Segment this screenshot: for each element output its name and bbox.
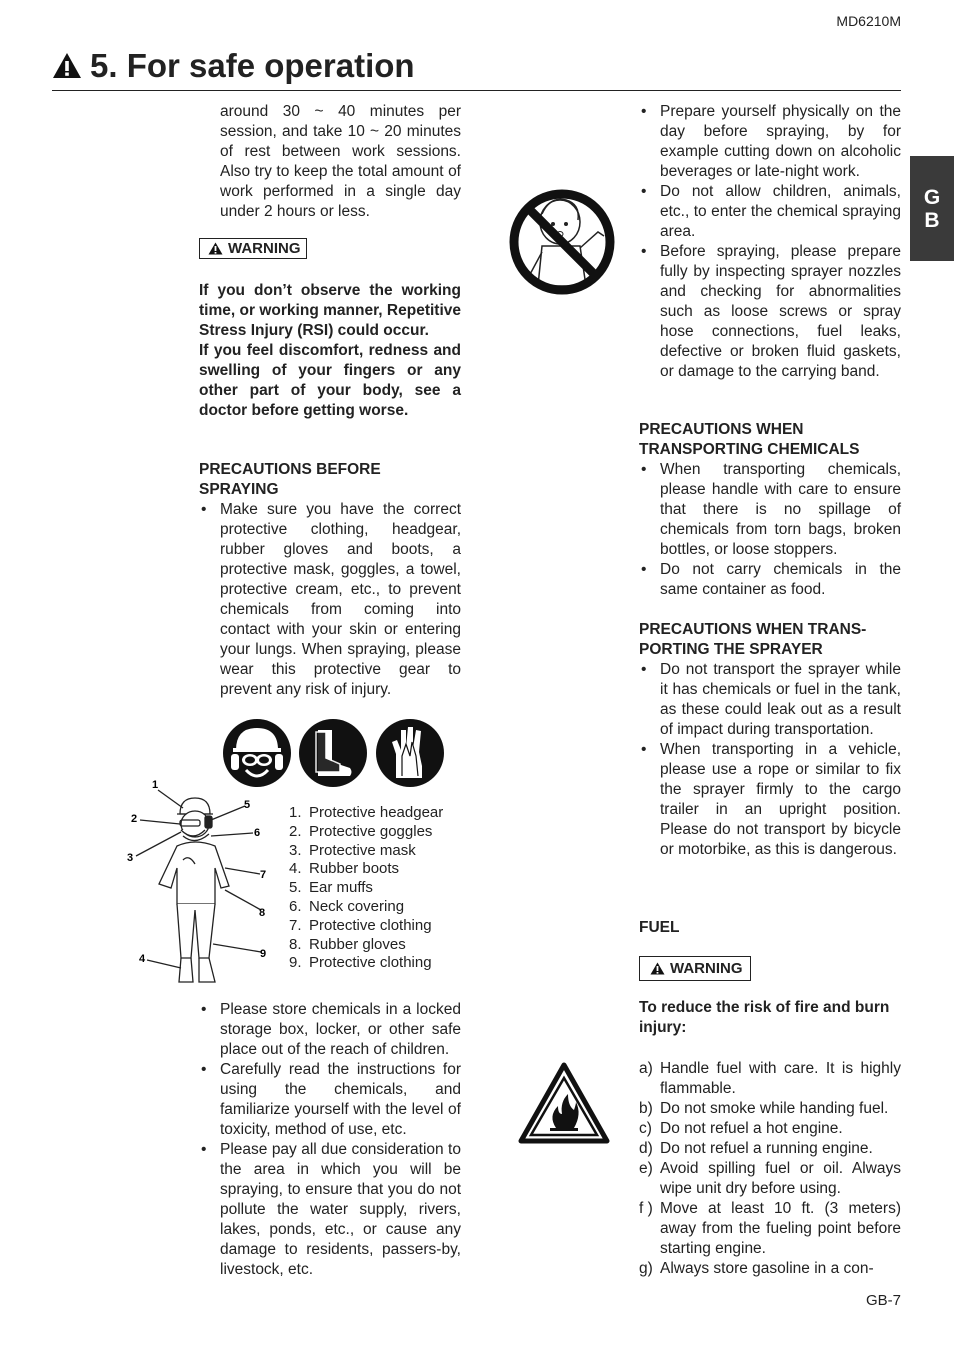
section-heading-line2: SPRAYING	[199, 481, 279, 498]
model-code: MD6210M	[836, 13, 901, 29]
fuel-precautions-list	[639, 1059, 901, 1279]
section-heading-line1: PRECAUTIONS BEFORE	[199, 461, 381, 478]
list-item: d) Do not refuel a running engine.	[639, 1140, 873, 1157]
callout-7: 7	[260, 869, 267, 881]
list-item: b) Do not smoke while handing fuel.	[639, 1100, 889, 1117]
callout-6: 6	[254, 827, 261, 839]
list-item: 9. Protective clothing	[289, 954, 432, 972]
protective-gear-figure	[125, 776, 275, 988]
list-item: • Do not transport the sprayer while it has chemicals or fuel in the tank, as these could leak out as a result of impact during transportation.	[639, 660, 901, 740]
list-item: g) Always store gasoline in a con-	[639, 1260, 874, 1277]
section-transporting-chemicals	[639, 420, 901, 600]
list-item: • When transporting in a vehicle, please use a rope or similar to fix the sprayer firmly to the cargo trailer in an upright position. Please do not transport by bicycle or motorbike, as this is dangerous.	[639, 740, 901, 860]
callout-9: 9	[260, 948, 267, 960]
list-item: • Please pay all due consideration to the area in which you will be spraying, to ensure that you do not pollute the water supply, rivers, lakes, ponds, etc., or cause any damage to residents, passers-by, livestock, etc.	[199, 1140, 461, 1280]
warning-label: WARNING	[670, 960, 743, 977]
intro-paragraph: around 30 ~ 40 minutes per session, and take 10 ~ 20 minutes of rest between work sessions. Also try to keep the total amount of work performed in a single day under 2 hours or less.	[220, 103, 461, 220]
list-item: e) Avoid spilling fuel or oil. Always wipe unit dry before using.	[639, 1160, 901, 1197]
list-item: • Do not allow children, animals, etc., to enter the chemical spraying area.	[639, 182, 901, 242]
warning-icon	[650, 962, 665, 975]
list-item: 3. Protective mask	[289, 841, 416, 859]
callout-5: 5	[244, 799, 251, 811]
list-item: • Do not carry chemicals in the same container as food.	[639, 560, 901, 600]
list-item: a) Handle fuel with care. It is highly flammable.	[639, 1060, 901, 1097]
callout-1: 1	[152, 779, 159, 791]
list-item: • When transporting chemicals, please handle with care to ensure that there is no spillage of chemicals from torn bags, broken bottles, or loose stoppers.	[639, 460, 901, 560]
warning-label: WARNING	[228, 240, 301, 257]
language-tab-line1: G	[923, 186, 941, 209]
list-item: 5. Ear muffs	[289, 879, 373, 897]
list-item: 8. Rubber gloves	[289, 935, 406, 953]
gloves-icon	[376, 719, 444, 787]
list-item: 1. Protective headgear	[289, 804, 444, 821]
list-item: • Carefully read the instructions for using the chemicals, and familiarize yourself with the level of toxicity, method of use, etc.	[199, 1060, 461, 1140]
warning-icon	[208, 242, 223, 255]
list-item: 6. Neck covering	[289, 897, 405, 915]
boots-icon	[299, 719, 367, 787]
preparation-bullets	[639, 102, 901, 382]
title-rule	[52, 90, 901, 91]
callout-3: 3	[127, 852, 134, 864]
list-item: 2. Protective goggles	[289, 822, 433, 840]
fuel-warning-text: To reduce the risk of fire and burn injury:	[639, 999, 890, 1036]
section-heading-line2: TRANSPORTING CHEMICALS	[639, 441, 860, 458]
list-item: • Please store chemicals in a locked storage box, locker, or other safe place out of the reach of children.	[199, 1000, 461, 1060]
section-heading-line2: PORTING THE SPRAYER	[639, 641, 823, 658]
list-item: 7. Protective clothing	[289, 916, 432, 934]
rsi-warning-text: If you don’t observe the working time, or working manner, Repetitive Stress Injury (RSI) could occur. If you feel discomfort, redness and swelling of your fingers or any other part of your body, see a doctor before getting worse.	[199, 282, 461, 419]
list-item: 4. Rubber boots	[289, 860, 400, 878]
warning-box-left	[199, 238, 307, 259]
warning-box-right	[639, 956, 751, 981]
section-heading-line1: PRECAUTIONS WHEN TRANS-	[639, 621, 867, 638]
flammable-icon	[518, 1062, 610, 1144]
callout-2: 2	[131, 813, 138, 825]
language-tab	[910, 156, 954, 261]
list-item: • Make sure you have the correct protective clothing, headgear, rubber gloves and boots, a protective mask, goggles, a towel, protective cream, etc., to prevent chemicals from coming into contact with your skin or entering your lungs. When spraying, please wear this protective gear to prevent any risk of injury.	[199, 500, 461, 700]
callout-8: 8	[259, 907, 266, 919]
language-tab-line2: B	[924, 209, 940, 232]
list-item: f ) Move at least 10 ft. (3 meters) away from the fueling point before starting engine.	[639, 1200, 901, 1257]
no-children-icon	[506, 186, 618, 298]
page-title	[52, 46, 415, 88]
section-precautions-before-spraying	[199, 460, 461, 700]
page-title-text: 5. For safe operation	[90, 47, 415, 84]
list-item: • Before spraying, please prepare fully by inspecting sprayer nozzles and checking for abnormalities such as loose screws or spray hose connections, fuel leaks, defective or broken fluid gaskets, or damage to the carrying band.	[639, 242, 901, 382]
list-item: • Prepare yourself physically on the day before spraying, by for example cutting down on alcoholic beverages or late-night work.	[639, 102, 901, 182]
gear-list	[289, 804, 469, 973]
warning-triangle-icon	[52, 48, 82, 88]
section-fuel-heading: FUEL	[639, 919, 680, 936]
list-item: c) Do not refuel a hot engine.	[639, 1120, 843, 1137]
callout-4: 4	[139, 953, 146, 965]
section-transporting-sprayer	[639, 620, 901, 860]
page-number: GB-7	[865, 1292, 901, 1309]
section-heading-line1: PRECAUTIONS WHEN	[639, 421, 804, 438]
storage-bullets	[199, 1000, 461, 1280]
